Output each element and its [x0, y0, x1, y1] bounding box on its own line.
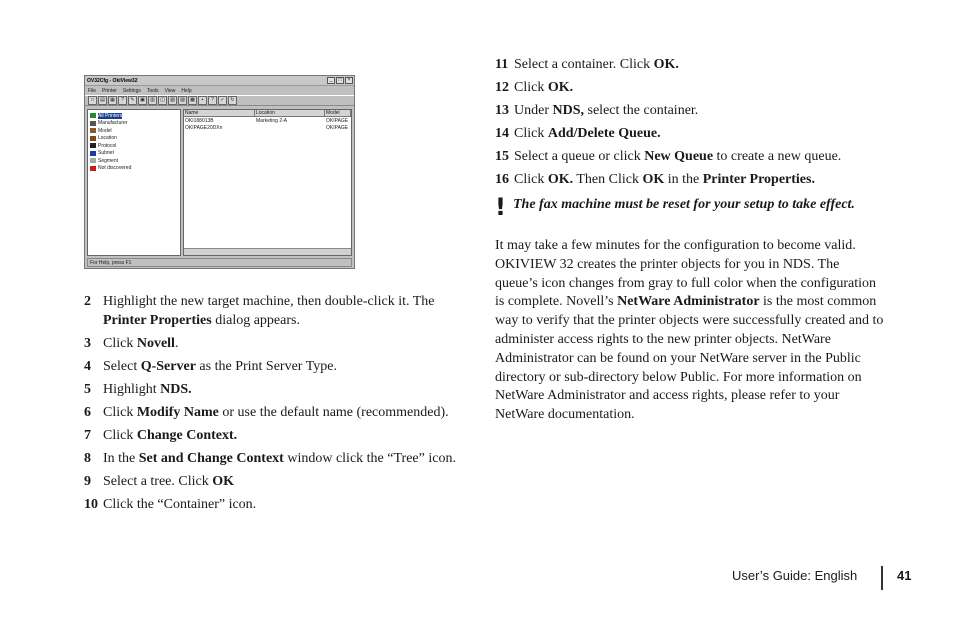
step-item [495, 55, 895, 74]
window-title: OV32Cfg - OkiView32 [87, 77, 138, 84]
bold-term: OK [642, 172, 665, 187]
toolbar-button-icon: ▦ [108, 96, 117, 105]
step-number: 15 [495, 149, 509, 164]
step-item [84, 426, 464, 445]
step-item [495, 101, 895, 120]
table-cell: OKI188013B [185, 117, 214, 124]
step-text [103, 472, 464, 491]
close-icon: × [345, 77, 353, 84]
tree-item [90, 135, 178, 143]
toolbar-button-icon: □ [88, 96, 97, 105]
step-number: 16 [495, 172, 509, 187]
bold-term: Novell [136, 336, 175, 351]
subnet-icon [90, 151, 96, 156]
toolbar-button-icon: ▤ [98, 96, 107, 105]
step-item [495, 147, 895, 166]
step-text [103, 449, 464, 468]
window-menubar [85, 86, 354, 95]
step-number: 10 [84, 497, 98, 512]
step-item [84, 292, 464, 330]
step-number: 11 [495, 57, 509, 72]
text-run: Select a tree. Click [103, 474, 213, 489]
menu-item: Settings [122, 87, 141, 94]
text-run: Select [103, 359, 141, 374]
step-item [84, 403, 464, 422]
text-run: Highlight [103, 382, 161, 397]
status-bar: For Help, press F1 [87, 258, 352, 267]
toolbar-button-icon: ▧ [168, 96, 177, 105]
step-item [84, 334, 464, 353]
toolbar-button-icon: ? [118, 96, 127, 105]
bold-term: Printer Properties [103, 313, 212, 328]
text-run: dialog appears. [211, 313, 300, 328]
table-row [184, 117, 351, 124]
toolbar-button-icon: ▩ [188, 96, 197, 105]
bold-term: Add/Delete Queue. [547, 126, 661, 141]
menu-item: Help [181, 87, 192, 94]
tree-item-label: Manufacturer [98, 120, 128, 127]
toolbar-button-icon: ✓ [218, 96, 227, 105]
screenshot-window [84, 75, 355, 269]
text-run: as the Print Server Type. [195, 359, 337, 374]
text-run: window click the “Tree” icon. [283, 451, 456, 466]
table-cell: OKIPAGE [326, 117, 349, 124]
left-step-list [84, 292, 464, 518]
text-run: Then Click [573, 172, 643, 187]
text-run: in the [664, 172, 703, 187]
step-text [514, 124, 895, 143]
step-number: 12 [495, 80, 509, 95]
step-item [84, 380, 464, 399]
text-run: It may take a few minutes for the configuration to become valid. OKIVIEW 32 creates the printer objects for you in NDS. The queue’s icon changes from gray to full color when the configuration is complete. Novell’s [495, 238, 876, 310]
step-text [103, 426, 464, 445]
text-run: or use the default name (recommended). [218, 405, 449, 420]
toolbar-button-icon: ✎ [128, 96, 137, 105]
step-number: 8 [84, 451, 91, 466]
model-icon [90, 128, 96, 133]
footer-title: User’s Guide: English [732, 568, 858, 583]
bold-term: NetWare Administrator [617, 294, 760, 310]
right-step-list [495, 55, 895, 193]
step-item [495, 124, 895, 143]
step-text [103, 403, 464, 422]
bold-term: OK [212, 474, 235, 489]
tree-item-label: Location [98, 135, 117, 142]
text-run: Click [103, 428, 137, 443]
table-cell: OKIPAGE [326, 124, 349, 131]
tree-item [90, 150, 178, 158]
step-number: 13 [495, 103, 509, 118]
tree-item [90, 142, 178, 150]
step-text [103, 380, 464, 399]
tree-item-label: Subnet [98, 150, 114, 157]
step-text [103, 334, 464, 353]
step-item [495, 170, 895, 189]
text-run: Select a queue or click [514, 149, 645, 164]
step-text [103, 292, 464, 330]
step-text [103, 495, 464, 514]
step-item [495, 78, 895, 97]
table-row [184, 124, 351, 131]
toolbar-button-icon: ◫ [158, 96, 167, 105]
exclamation-icon: ! [495, 193, 506, 221]
footer-divider [881, 566, 883, 590]
segment-icon [90, 158, 96, 163]
bold-term: Q-Server [140, 359, 196, 374]
bold-term: Printer Properties. [702, 172, 815, 187]
protocol-icon [90, 143, 96, 148]
step-number: 2 [84, 294, 91, 309]
table-cell: OKIPAGE20DXn [185, 124, 223, 131]
tree-item [90, 112, 178, 120]
minimize-icon: _ [327, 77, 335, 84]
tree-item-label: All Printers [98, 112, 123, 119]
tree-item [90, 165, 178, 173]
bold-term: Modify Name [136, 405, 219, 420]
step-number: 5 [84, 382, 91, 397]
horizontal-scrollbar [184, 248, 351, 255]
bold-term: NDS. [160, 382, 192, 397]
step-text [514, 78, 895, 97]
step-item [84, 449, 464, 468]
text-run: Click the “Container” icon. [103, 497, 257, 512]
text-run: Click [103, 405, 137, 420]
tree-item-label: Segment [98, 157, 119, 164]
toolbar-button-icon: ▣ [138, 96, 147, 105]
bold-term: OK. [653, 57, 679, 72]
menu-item: Printer [102, 87, 117, 94]
not-discovered-icon [90, 166, 96, 171]
note-text: The fax machine must be reset for your setup to take effect. [513, 197, 855, 212]
maximize-icon: □ [336, 77, 344, 84]
printer-icon [90, 113, 96, 118]
step-text [514, 101, 895, 120]
step-item [84, 357, 464, 376]
bold-term: OK. [547, 80, 574, 95]
window-toolbar [85, 95, 354, 106]
bold-term: NDS, [552, 103, 585, 118]
bold-term: Change Context. [136, 428, 238, 443]
text-run: to create a new queue. [713, 149, 842, 164]
step-item [84, 495, 464, 514]
bold-term: New Queue [644, 149, 714, 164]
tree-item-label: Model [98, 127, 112, 134]
list-pane [183, 109, 352, 256]
column-header: Location [255, 110, 325, 116]
text-run: Click [514, 126, 548, 141]
text-run: Select a container. Click [514, 57, 654, 72]
bold-term: Set and Change Context [138, 451, 284, 466]
text-run: Click [514, 80, 548, 95]
page-number: 41 [897, 568, 912, 583]
step-text [514, 170, 895, 189]
toolbar-button-icon: ? [208, 96, 217, 105]
step-text [514, 147, 895, 166]
column-header: Model [325, 110, 351, 116]
toolbar-button-icon: ▥ [148, 96, 157, 105]
tree-item-label: Protocol [98, 142, 117, 149]
step-number: 7 [84, 428, 91, 443]
text-run: . [174, 336, 179, 351]
table-cell: Marketing 2-A [256, 117, 288, 124]
bold-term: OK. [547, 172, 574, 187]
step-number: 6 [84, 405, 91, 420]
tree-item [90, 120, 178, 128]
toolbar-button-icon: ▨ [178, 96, 187, 105]
step-number: 3 [84, 336, 91, 351]
location-icon [90, 136, 96, 141]
menu-item: View [164, 87, 176, 94]
tree-item-label: Not discovered [98, 165, 132, 172]
tree-pane [87, 109, 181, 256]
wrench-icon [90, 121, 96, 126]
text-run: Click [103, 336, 137, 351]
tree-item [90, 127, 178, 135]
text-run: Click [514, 172, 548, 187]
toolbar-button-icon: ▪ [198, 96, 207, 105]
step-item [84, 472, 464, 491]
text-run: is the most common way to verify that the printer objects were successfully created and to administer access rights to the new printer objects. NetWare Administrator can be found on your NetWare server in the Public directory or sub-directory below Public. For more information on NetWare Administrator and access rights, please refer to your NetWare documentation. [495, 294, 884, 423]
text-run: In the [103, 451, 139, 466]
text-run: select the container. [584, 103, 699, 118]
body-paragraph [495, 237, 885, 425]
list-header [184, 110, 351, 117]
menu-item: File [88, 87, 97, 94]
menu-item: Tools [146, 87, 159, 94]
step-number: 9 [84, 474, 91, 489]
step-number: 4 [84, 359, 91, 374]
text-run: Under [514, 103, 553, 118]
window-titlebar [85, 76, 354, 86]
text-run: Highlight the new target machine, then double-click it. The [103, 294, 435, 309]
step-number: 14 [495, 126, 509, 141]
toolbar-button-icon: ↻ [228, 96, 237, 105]
tree-item [90, 157, 178, 165]
step-text [514, 55, 895, 74]
column-header: Name [184, 110, 255, 116]
step-text [103, 357, 464, 376]
warning-note [495, 195, 875, 219]
